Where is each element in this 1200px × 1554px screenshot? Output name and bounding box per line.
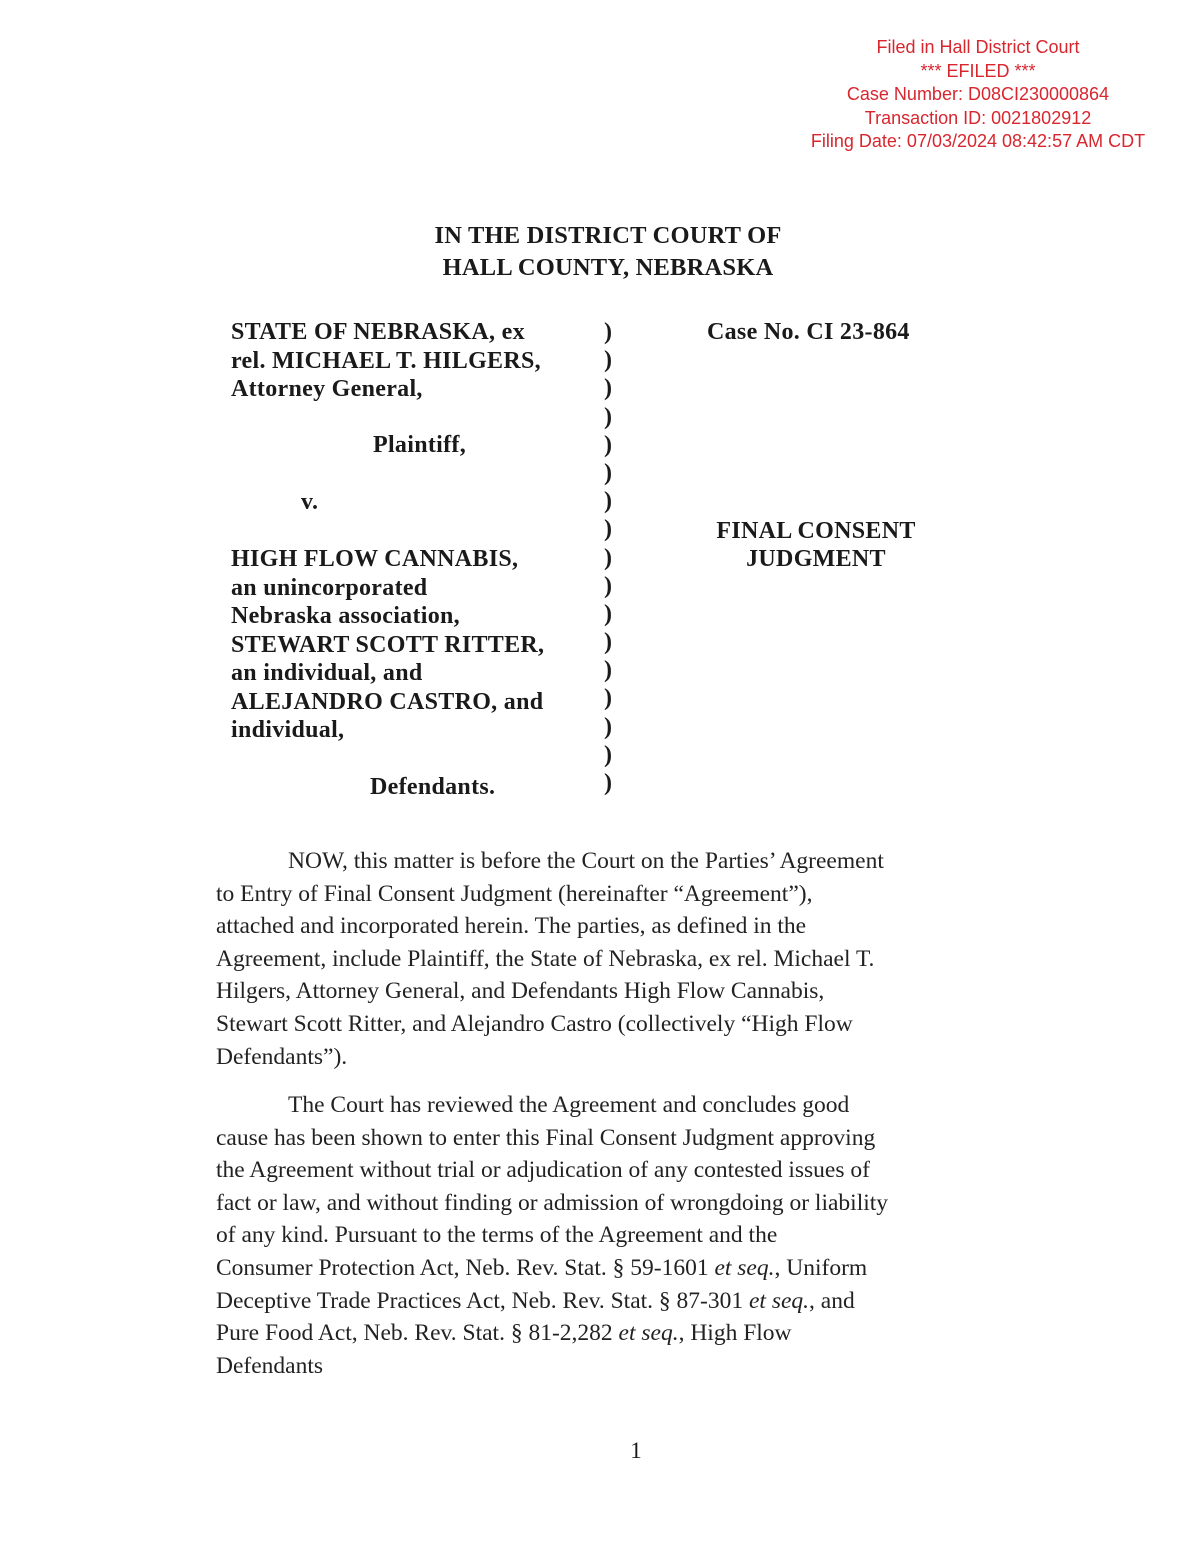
citation-text: Consumer Protection Act, Neb. Rev. Stat. § 59-1601 <box>216 1254 715 1281</box>
defendant-name-line: HIGH FLOW CANNABIS, <box>231 546 519 572</box>
paragraph-line: cause has been shown to enter this Final Consent Judgment approving <box>216 1124 876 1151</box>
caption-paren: ) <box>604 544 612 571</box>
caption-paren: ) <box>604 459 612 486</box>
statute-citation-line <box>216 1317 1006 1350</box>
stamp-transaction-id: Transaction ID: 0021802912 <box>864 107 1092 128</box>
court-heading-line-1: IN THE DISTRICT COURT OF <box>434 222 782 249</box>
caption-paren: ) <box>604 347 612 374</box>
paragraph-line: Hilgers, Attorney General, and Defendants High Flow Cannabis, <box>216 978 825 1005</box>
plaintiff-name-line: rel. MICHAEL T. HILGERS, <box>231 347 541 374</box>
citation-text: Deceptive Trade Practices Act, Neb. Rev. Stat. § 87-301 <box>216 1287 749 1314</box>
spacer <box>231 745 591 774</box>
court-heading <box>0 220 1200 284</box>
defendants-label: Defendants. <box>370 774 496 800</box>
court-heading-line-2: HALL COUNTY, NEBRASKA <box>442 254 774 281</box>
caption-paren: ) <box>604 770 612 796</box>
versus-label: v. <box>301 489 319 515</box>
caption-paren: ) <box>604 713 612 740</box>
paragraph-line: of any kind. Pursuant to the terms of the Agreement and the <box>216 1222 778 1249</box>
caption-paren: ) <box>604 431 612 458</box>
document-title-line-2: JUDGMENT <box>746 546 886 572</box>
caption-paren-column <box>604 318 624 797</box>
caption-paren: ) <box>604 403 612 430</box>
caption-paren: ) <box>604 685 612 712</box>
case-number: Case No. CI 23-864 <box>707 319 910 345</box>
defendant-name-line: individual, <box>231 717 345 743</box>
spacer <box>231 517 591 546</box>
stamp-case-number: Case Number: D08CI230000864 <box>846 84 1110 104</box>
plaintiff-label: Plaintiff, <box>373 432 466 458</box>
case-caption-parties <box>231 318 591 802</box>
page-number: 1 <box>630 1438 642 1463</box>
document-title-line-1: FINAL CONSENT <box>716 518 916 544</box>
caption-paren: ) <box>604 657 612 684</box>
caption-paren: ) <box>604 629 612 656</box>
paragraph-findings <box>216 1089 1006 1382</box>
et-seq-italic: et seq. <box>714 1254 775 1281</box>
caption-paren: ) <box>604 488 612 515</box>
paragraph-line: fact or law, and without finding or admission of wrongdoing or liability <box>216 1189 889 1216</box>
defendant-name-line: Nebraska association, <box>231 603 460 629</box>
defendant-name-line: ALEJANDRO CASTRO, and <box>231 688 544 715</box>
paragraph-line: Stewart Scott Ritter, and Alejandro Castro (collectively “High Flow <box>216 1010 853 1037</box>
defendant-name-line: an individual, and <box>231 660 423 686</box>
caption-paren: ) <box>604 600 612 627</box>
paragraph-line: The Court has reviewed the Agreement and concludes good <box>288 1092 850 1118</box>
statute-citation-line <box>216 1252 1006 1285</box>
citation-text: , Uniform <box>774 1254 868 1281</box>
caption-paren: ) <box>604 516 612 543</box>
citation-text: Pure Food Act, Neb. Rev. Stat. § 81-2,282 <box>216 1320 619 1347</box>
paragraph-line: NOW, this matter is before the Court on the Parties’ Agreement <box>288 848 884 874</box>
caption-paren: ) <box>604 375 612 402</box>
paragraph-line: Agreement, include Plaintiff, the State of Nebraska, ex rel. Michael T. <box>216 945 875 972</box>
plaintiff-name-line: STATE OF NEBRASKA, ex <box>231 319 525 345</box>
spacer <box>231 460 591 489</box>
defendant-name-line: STEWART SCOTT RITTER, <box>231 631 545 658</box>
citation-text: , High Flow <box>678 1320 792 1347</box>
paragraph-line: attached and incorporated herein. The parties, as defined in the <box>216 913 807 940</box>
paragraph-line: Defendants <box>216 1352 324 1379</box>
paragraph-line: Defendants”). <box>216 1043 348 1070</box>
caption-paren: ) <box>604 319 612 345</box>
stamp-court-line: Filed in Hall District Court <box>876 37 1080 57</box>
document-title <box>700 517 932 573</box>
caption-paren: ) <box>604 572 612 599</box>
paragraph-line: the Agreement without trial or adjudication of any contested issues of <box>216 1157 870 1184</box>
defendant-name-line: an unincorporated <box>231 574 428 601</box>
paragraph-line: to Entry of Final Consent Judgment (hereinafter “Agreement”), <box>216 880 813 907</box>
efiling-stamp <box>780 36 1176 154</box>
stamp-efiled-line: *** EFILED *** <box>920 60 1036 81</box>
stamp-filing-date: Filing Date: 07/03/2024 08:42:57 AM CDT <box>810 131 1146 151</box>
caption-paren: ) <box>604 741 612 768</box>
et-seq-italic: et seq. <box>618 1320 679 1347</box>
citation-text: , and <box>809 1287 855 1314</box>
paragraph-recital <box>216 845 1006 1073</box>
plaintiff-name-line: Attorney General, <box>231 376 423 402</box>
statute-citation-line <box>216 1285 1006 1318</box>
et-seq-italic: et seq. <box>748 1287 810 1314</box>
spacer <box>231 404 591 433</box>
